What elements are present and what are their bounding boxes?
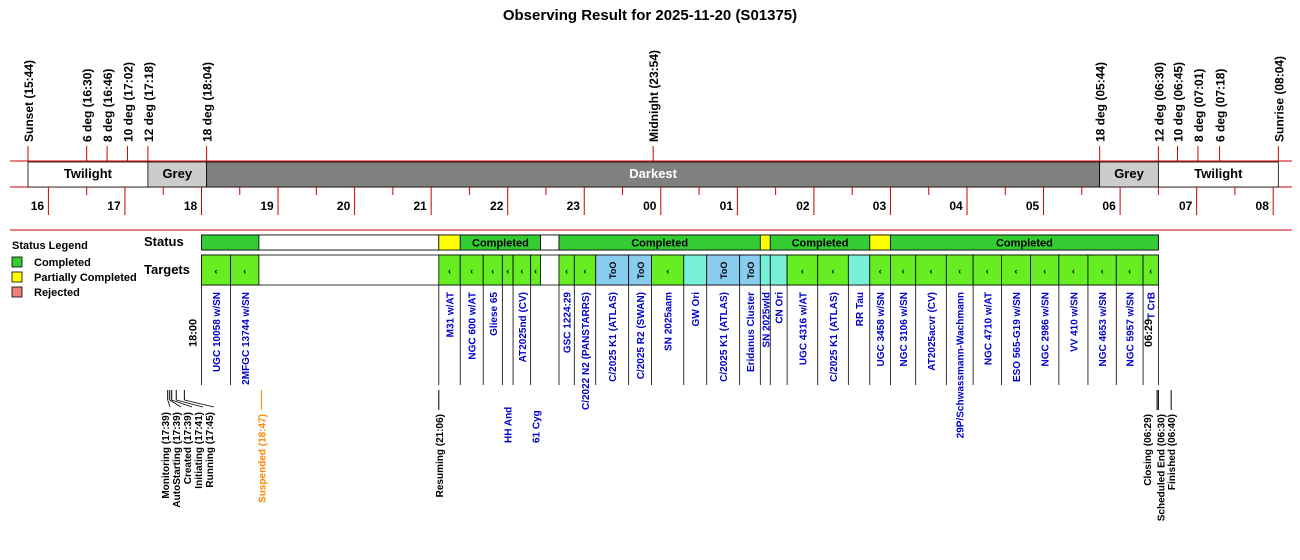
hour-tick-label: 01 <box>719 199 734 213</box>
target-mark: ‹ <box>1043 266 1047 276</box>
target-label: C/2025 K1 (ATLAS) <box>719 292 731 382</box>
status-segment-label: Completed <box>791 237 849 250</box>
target-label: GW Ori <box>691 292 703 327</box>
target-label: 29P/Schwassmann-Wachmann <box>955 292 967 439</box>
legend-swatch <box>12 272 22 282</box>
time-marker-label: 18:00 <box>187 318 200 347</box>
legend-label: Rejected <box>34 287 80 299</box>
target-label: C/2022 N2 (PANSTARRS) <box>581 292 593 410</box>
status-segment-label: Completed <box>631 237 689 250</box>
target-mark: ‹ <box>878 266 882 276</box>
event-label: Created (17:39) <box>183 412 194 485</box>
status-segment-label: Completed <box>472 237 529 250</box>
target-mark: ‹ <box>534 266 538 276</box>
target-mark: ‹ <box>470 266 474 276</box>
target-label: C/2025 K1 (ATLAS) <box>608 292 620 382</box>
target-label: C/2025 K1 (ATLAS) <box>829 292 841 382</box>
event-label: Scheduled End (06:30) <box>1156 414 1168 522</box>
target-label: NGC 3106 w/SN <box>899 292 911 367</box>
event-label: Monitoring (17:39) <box>161 412 172 499</box>
hour-tick-label: 02 <box>796 199 810 213</box>
target-block <box>760 255 770 285</box>
hour-tick-label: 16 <box>30 199 45 213</box>
status-row-label: Status <box>144 234 184 249</box>
legend-label: Partially Completed <box>34 272 137 284</box>
event-label: Suspended (18:47) <box>257 414 269 503</box>
target-label: UGC 4316 w/AT <box>798 292 810 366</box>
too-mark: ToO <box>608 261 619 279</box>
target-mark: ‹ <box>1071 266 1075 276</box>
targets-row-label: Targets <box>144 262 190 277</box>
status-segment <box>439 235 460 250</box>
hour-tick-label: 05 <box>1025 199 1040 213</box>
time-marker-label: 06:29 <box>1143 318 1156 347</box>
target-mark: ‹ <box>985 266 989 276</box>
too-mark: ToO <box>719 261 730 279</box>
legend-swatch <box>12 257 22 267</box>
target-block <box>848 255 869 285</box>
target-label: Gliese 65 <box>488 292 500 336</box>
legend-label: Completed <box>34 257 91 269</box>
target-label: HH And <box>503 406 515 443</box>
hour-tick-label: 08 <box>1255 199 1269 213</box>
target-mark: ‹ <box>1149 266 1153 276</box>
sky-event-label: Midnight (23:54) <box>647 50 662 142</box>
event-label: Running (17:45) <box>205 412 216 488</box>
event-label: Closing (06:29) <box>1143 414 1155 486</box>
target-mark: ‹ <box>800 266 804 276</box>
status-segment-label: Completed <box>995 237 1053 250</box>
status-segment <box>541 235 559 250</box>
sky-event-label: 18 deg (18:04) <box>200 61 215 142</box>
target-label: NGC 2986 w/SN <box>1040 292 1052 367</box>
hour-tick-label: 20 <box>336 199 351 213</box>
twilight-band-label: Darkest <box>629 166 677 181</box>
too-mark: ToO <box>636 261 647 279</box>
target-label: NGC 5957 w/SN <box>1125 292 1137 367</box>
hour-tick-label: 19 <box>260 199 274 213</box>
sky-event-label: 10 deg (06:45) <box>1171 61 1186 142</box>
target-mark: ‹ <box>214 266 218 276</box>
target-mark: ‹ <box>901 266 905 276</box>
target-label: SN 2025wld <box>761 292 773 348</box>
target-mark: ‹ <box>831 266 835 276</box>
sky-event-label: Sunrise (08:04) <box>1272 55 1287 142</box>
target-mark: ‹ <box>448 266 452 276</box>
target-mark: ‹ <box>583 266 587 276</box>
target-block <box>684 255 707 285</box>
target-label: ESO 565-G19 w/SN <box>1011 292 1023 383</box>
hour-tick-label: 17 <box>107 199 121 213</box>
target-label: AT2025acvr (CV) <box>927 292 939 371</box>
sky-event-label: 18 deg (05:44) <box>1093 61 1108 142</box>
twilight-band-label: Twilight <box>63 166 113 181</box>
hour-tick-label: 03 <box>872 199 887 213</box>
target-mark: ‹ <box>506 266 510 276</box>
target-label: SN 2025aam <box>663 292 675 351</box>
target-label: Eridanus Cluster <box>745 292 757 373</box>
event-label: AutoStarting (17:39) <box>172 412 183 508</box>
sky-event-label: 6 deg (16:30) <box>80 68 95 142</box>
twilight-band-label: Twilight <box>1194 166 1243 181</box>
target-mark: ‹ <box>666 266 670 276</box>
sky-event-label: 10 deg (17:02) <box>121 61 136 142</box>
target-label: GSC 1224:29 <box>562 292 574 354</box>
target-label: NGC 600 w/AT <box>467 292 479 360</box>
sky-event-label: 8 deg (07:01) <box>1191 68 1206 142</box>
target-label: RR Tau <box>855 292 867 327</box>
target-mark: ‹ <box>565 266 569 276</box>
status-segment <box>202 235 259 250</box>
hour-tick-label: 23 <box>566 199 580 213</box>
target-label: T CrB <box>1146 292 1158 320</box>
target-mark: ‹ <box>1128 266 1132 276</box>
status-segment <box>259 235 439 250</box>
sky-event-label: 8 deg (16:46) <box>101 68 116 142</box>
sky-event-label: 12 deg (17:18) <box>141 61 156 142</box>
event-label: Resuming (21:06) <box>434 414 446 498</box>
target-label: C/2025 R2 (SWAN) <box>636 292 648 380</box>
target-mark: ‹ <box>958 266 962 276</box>
hour-tick-label: 06 <box>1102 199 1116 213</box>
sky-event-label: 6 deg (07:18) <box>1213 68 1228 142</box>
twilight-band-label: Grey <box>162 166 193 181</box>
hour-tick-label: 18 <box>183 199 198 213</box>
target-label: CN Ori <box>774 292 786 324</box>
target-block <box>770 255 787 285</box>
event-label: Initiating (17:41) <box>194 412 205 489</box>
twilight-band-label: Grey <box>1114 166 1144 181</box>
hour-tick-label: 21 <box>413 199 427 213</box>
sky-event-label: Sunset (15:44) <box>21 59 36 142</box>
status-segment <box>870 235 891 250</box>
target-label: UGC 3458 w/SN <box>876 292 888 367</box>
hour-tick-label: 04 <box>949 199 963 213</box>
hour-tick-label: 07 <box>1178 199 1193 213</box>
too-mark: ToO <box>745 261 756 279</box>
target-mark: ‹ <box>243 266 247 276</box>
event-leader <box>168 400 170 407</box>
target-label: M31 w/AT <box>445 292 457 338</box>
target-mark: ‹ <box>491 266 495 276</box>
legend-swatch <box>12 287 22 297</box>
target-mark: ‹ <box>1100 266 1104 276</box>
sky-event-label: 12 deg (06:30) <box>1152 61 1167 142</box>
status-segment <box>760 235 770 250</box>
target-label: 2MFGC 13744 w/SN <box>240 292 252 385</box>
target-mark: ‹ <box>520 266 524 276</box>
target-label: 61 Cyg <box>531 410 543 443</box>
target-mark: ‹ <box>1014 266 1018 276</box>
target-label: UGC 10058 w/SN <box>212 292 224 373</box>
legend-title: Status Legend <box>12 240 88 252</box>
hour-tick-label: 00 <box>643 199 657 213</box>
event-label: Finished (06:40) <box>1167 414 1179 491</box>
chart-title: Observing Result for 2025-11-20 (S01375) <box>502 7 798 24</box>
target-label: NGC 4710 w/AT <box>983 292 995 366</box>
hour-tick-label: 22 <box>490 199 504 213</box>
target-mark: ‹ <box>929 266 933 276</box>
target-label: AT2025nd (CV) <box>517 292 529 363</box>
target-label: NGC 4653 w/SN <box>1098 292 1110 367</box>
target-label: VV 410 w/SN <box>1069 292 1081 353</box>
